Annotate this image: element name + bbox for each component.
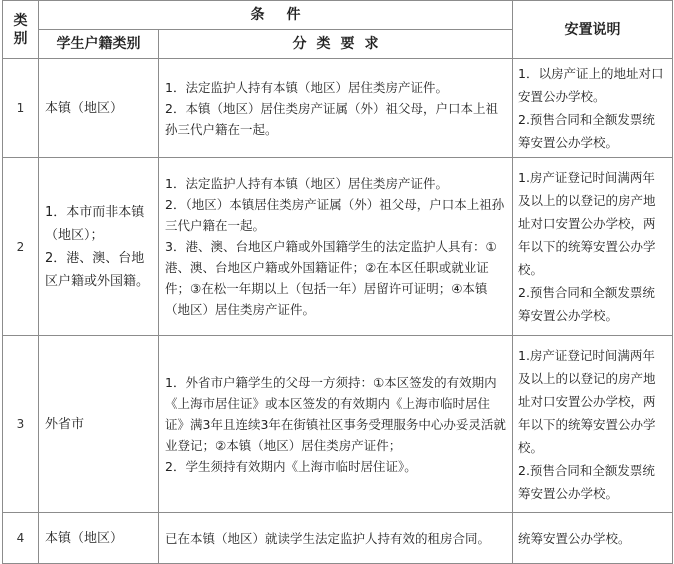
placement-item: 2.预售合同和全额发票统筹安置公办学校。 [518, 285, 655, 323]
placement-item: 1.房产证登记时间满两年及以上的以登记的房产地址对口安置公办学校，两年以下的统筹安置公办学校。 [518, 170, 656, 277]
row-placement [513, 158, 673, 336]
category-line: 1．本市而非本镇（地区）； [45, 204, 145, 243]
header-type-line1: 类 [13, 12, 28, 29]
row-requirements [159, 336, 513, 513]
table-row [3, 158, 673, 336]
row-category: 本镇（地区） [39, 513, 159, 564]
row-placement [513, 59, 673, 158]
table-row [3, 336, 673, 513]
requirement-item: 2．学生须持有效期内《上海市临时居住证》。 [165, 458, 417, 474]
placement-item: 2.预售合同和全额发票统筹安置公办学校。 [518, 462, 655, 501]
requirement-item: 2．（地区）本镇居住类房产证属（外）祖父母，户口本上祖孙三代户籍在一起。 [165, 197, 505, 233]
header-placement: 安置说明 [513, 1, 673, 59]
placement-item: 2.预售合同和全额发票统筹安置公办学校。 [518, 112, 655, 150]
policy-table [2, 0, 673, 564]
header-type-line2: 别 [13, 30, 28, 47]
placement-item: 1.房产证登记时间满两年及以上的以登记的房产地址对口安置公办学校，两年以下的统筹安置公办学校。 [518, 347, 656, 455]
header-student-type: 学生户籍类别 [39, 30, 159, 59]
row-placement [513, 336, 673, 513]
requirement-item: 1．外省市户籍学生的父母一方须持：①本区签发的有效期内《上海市居住证》或本区签发的有效期内《上海市临时居住证》满3年且连续3年在街镇社区事务受理服务中心办妥灵活就业登记；②本镇（地区）居住类房产证件； [165, 374, 506, 453]
requirement-item: 2．本镇（地区）居住类房产证属（外）祖父母，户口本上祖孙三代户籍在一起。 [165, 100, 498, 137]
row-index: 2 [3, 158, 39, 336]
row-category [39, 158, 159, 336]
header-classification: 分类要求 [159, 30, 513, 59]
table-row [3, 513, 673, 564]
row-index: 1 [3, 59, 39, 158]
category-line: 2．港、澳、台地区户籍或外国籍。 [45, 250, 150, 289]
header-row-top [3, 1, 673, 30]
requirement-item: 已在本镇（地区）就读学生法定监护人持有效的租房合同。 [165, 530, 491, 546]
header-condition: 条件 [39, 1, 513, 30]
table-row [3, 59, 673, 158]
placement-item: 统筹安置公办学校。 [518, 530, 631, 546]
row-index: 3 [3, 336, 39, 513]
header-type [3, 1, 39, 59]
row-category: 本镇（地区） [39, 59, 159, 158]
row-requirements [159, 59, 513, 158]
row-index: 4 [3, 513, 39, 564]
row-category: 外省市 [39, 336, 159, 513]
placement-item: 1．以房产证上的地址对口安置公办学校。 [518, 66, 664, 104]
row-placement [513, 513, 673, 564]
requirement-item: 1．法定监护人持有本镇（地区）居住类房产证件。 [165, 79, 448, 95]
row-requirements [159, 513, 513, 564]
requirement-item: 3．港、澳、台地区户籍或外国籍学生的法定监护人具有：①港、澳、台地区户籍或外国籍证件；②在本区任职或就业证件；③在松一年期以上（包括一年）居留许可证明；④本镇（地区）居住类房产证件。 [165, 239, 497, 317]
requirement-item: 1．法定监护人持有本镇（地区）居住类房产证件。 [165, 176, 448, 191]
row-requirements [159, 158, 513, 336]
